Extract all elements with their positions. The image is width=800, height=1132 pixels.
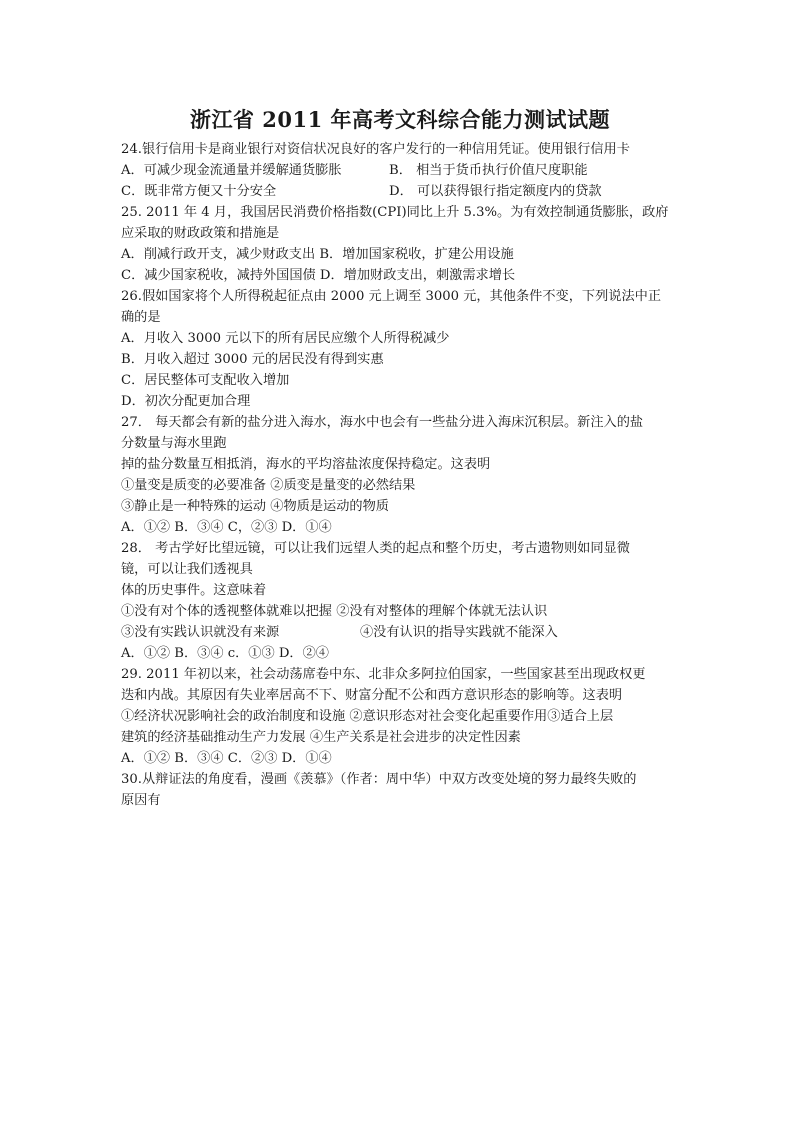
q26-option-c: C．居民整体可支配收入增加 — [121, 373, 290, 388]
q25-options-row-1: A．削减行政开支，减少财政支出 B．增加国家税收，扩建公用设施 — [121, 247, 514, 262]
q27-stem-line-3: 掉的盐分数量互相抵消，海水的平均溶盐浓度保持稳定。这表明 — [121, 457, 491, 472]
q28-statement-4: ④没有认识的指导实践就不能深入 — [360, 625, 558, 640]
q26-stem-line-1: 26.假如国家将个人所得税起征点由 2000 元上调至 3000 元，其他条件不变，下列说法中正 — [121, 289, 662, 304]
q24-stem: 24.银行信用卡是商业银行对资信状况良好的客户发行的一种信用凭证。使用银行信用卡 — [121, 142, 630, 157]
q29-statements-line-1: ①经济状况影响社会的政治制度和设施 ②意识形态对社会变化起重要作用③适合上层 — [121, 709, 614, 724]
q25-options-row-2: C．减少国家税收，减持外国国债 D．增加财政支出，刺激需求增长 — [121, 268, 516, 283]
q29-stem-line-1: 29. 2011 年初以来，社会动荡席卷中东、北非众多阿拉伯国家，一些国家甚至出现政权更 — [121, 667, 646, 682]
q27-statements-3-4: ③静止是一种特殊的运动 ④物质是运动的物质 — [121, 499, 389, 514]
q28-stem-line-3: 体的历史事件。这意味着 — [121, 583, 267, 598]
q24-options-row-1 — [121, 161, 691, 181]
q26-stem-line-2: 确的是 — [121, 310, 161, 325]
q30-stem-line-2: 原因有 — [121, 793, 161, 808]
q24-option-a: A．可减少现金流通量并缓解通货膨胀 — [121, 163, 342, 178]
q26-option-b: B．月收入超过 3000 元的居民没有得到实惠 — [121, 352, 384, 367]
q30-stem-line-1: 30.从辩证法的角度看，漫画《羡慕》（作者：周中华）中双方改变处境的努力最终失败的 — [121, 772, 637, 787]
q27-statements-1-2: ①量变是质变的必要准备 ②质变是量变的必然结果 — [121, 478, 416, 493]
q25-stem-line-1: 25. 2011 年 4 月，我国居民消费价格指数(CPI)同比上升 5.3%。为有效控制通货膨胀，政府 — [121, 205, 669, 220]
q26-option-d: D．初次分配更加合理 — [121, 394, 251, 409]
q28-stem-line-2: 镜，可以让我们透视具 — [121, 562, 253, 577]
q27-stem-line-2: 分数量与海水里跑 — [121, 436, 227, 451]
page-title: 浙江省 2011 年高考文科综合能力测试试题 — [189, 107, 611, 132]
q24-option-d: D． 可以获得银行指定额度内的贷款 — [389, 184, 602, 199]
q27-stem-line-1: 27． 每天都会有新的盐分进入海水，海水中也会有一些盐分进入海床沉积层。新注入的盐 — [121, 415, 644, 430]
q27-options: A．①② B．③④ C，②③ D．①④ — [121, 520, 332, 535]
q24-option-c: C．既非常方便又十分安全 — [121, 184, 277, 199]
q29-stem-line-2: 迭和内战。其原因有失业率居高不下、财富分配不公和西方意识形态的影响等。这表明 — [121, 688, 623, 703]
q28-statements-3-4 — [121, 623, 691, 643]
q24-options-row-2 — [121, 182, 691, 202]
q29-options: A．①② B．③④ C．②③ D．①④ — [121, 751, 332, 766]
q28-statements-1-2: ①没有对个体的透视整体就难以把握 ②没有对整体的理解个体就无法认识 — [121, 604, 548, 619]
q28-options: A．①② B．③④ c．①③ D．②④ — [121, 646, 329, 661]
q29-statements-line-2: 建筑的经济基础推动生产力发展 ④生产关系是社会进步的决定性因素 — [121, 730, 521, 745]
q25-stem-line-2: 应采取的财政政策和措施是 — [121, 226, 280, 241]
q28-statement-3: ③没有实践认识就没有来源 — [121, 625, 280, 640]
q28-stem-line-1: 28． 考古学好比望远镜，可以让我们远望人类的起点和整个历史，考古遗物则如同显微 — [121, 541, 630, 556]
q24-option-b: B． 相当于货币执行价值尺度职能 — [389, 163, 588, 178]
q26-option-a: A．月收入 3000 元以下的所有居民应缴个人所得税减少 — [121, 331, 450, 346]
